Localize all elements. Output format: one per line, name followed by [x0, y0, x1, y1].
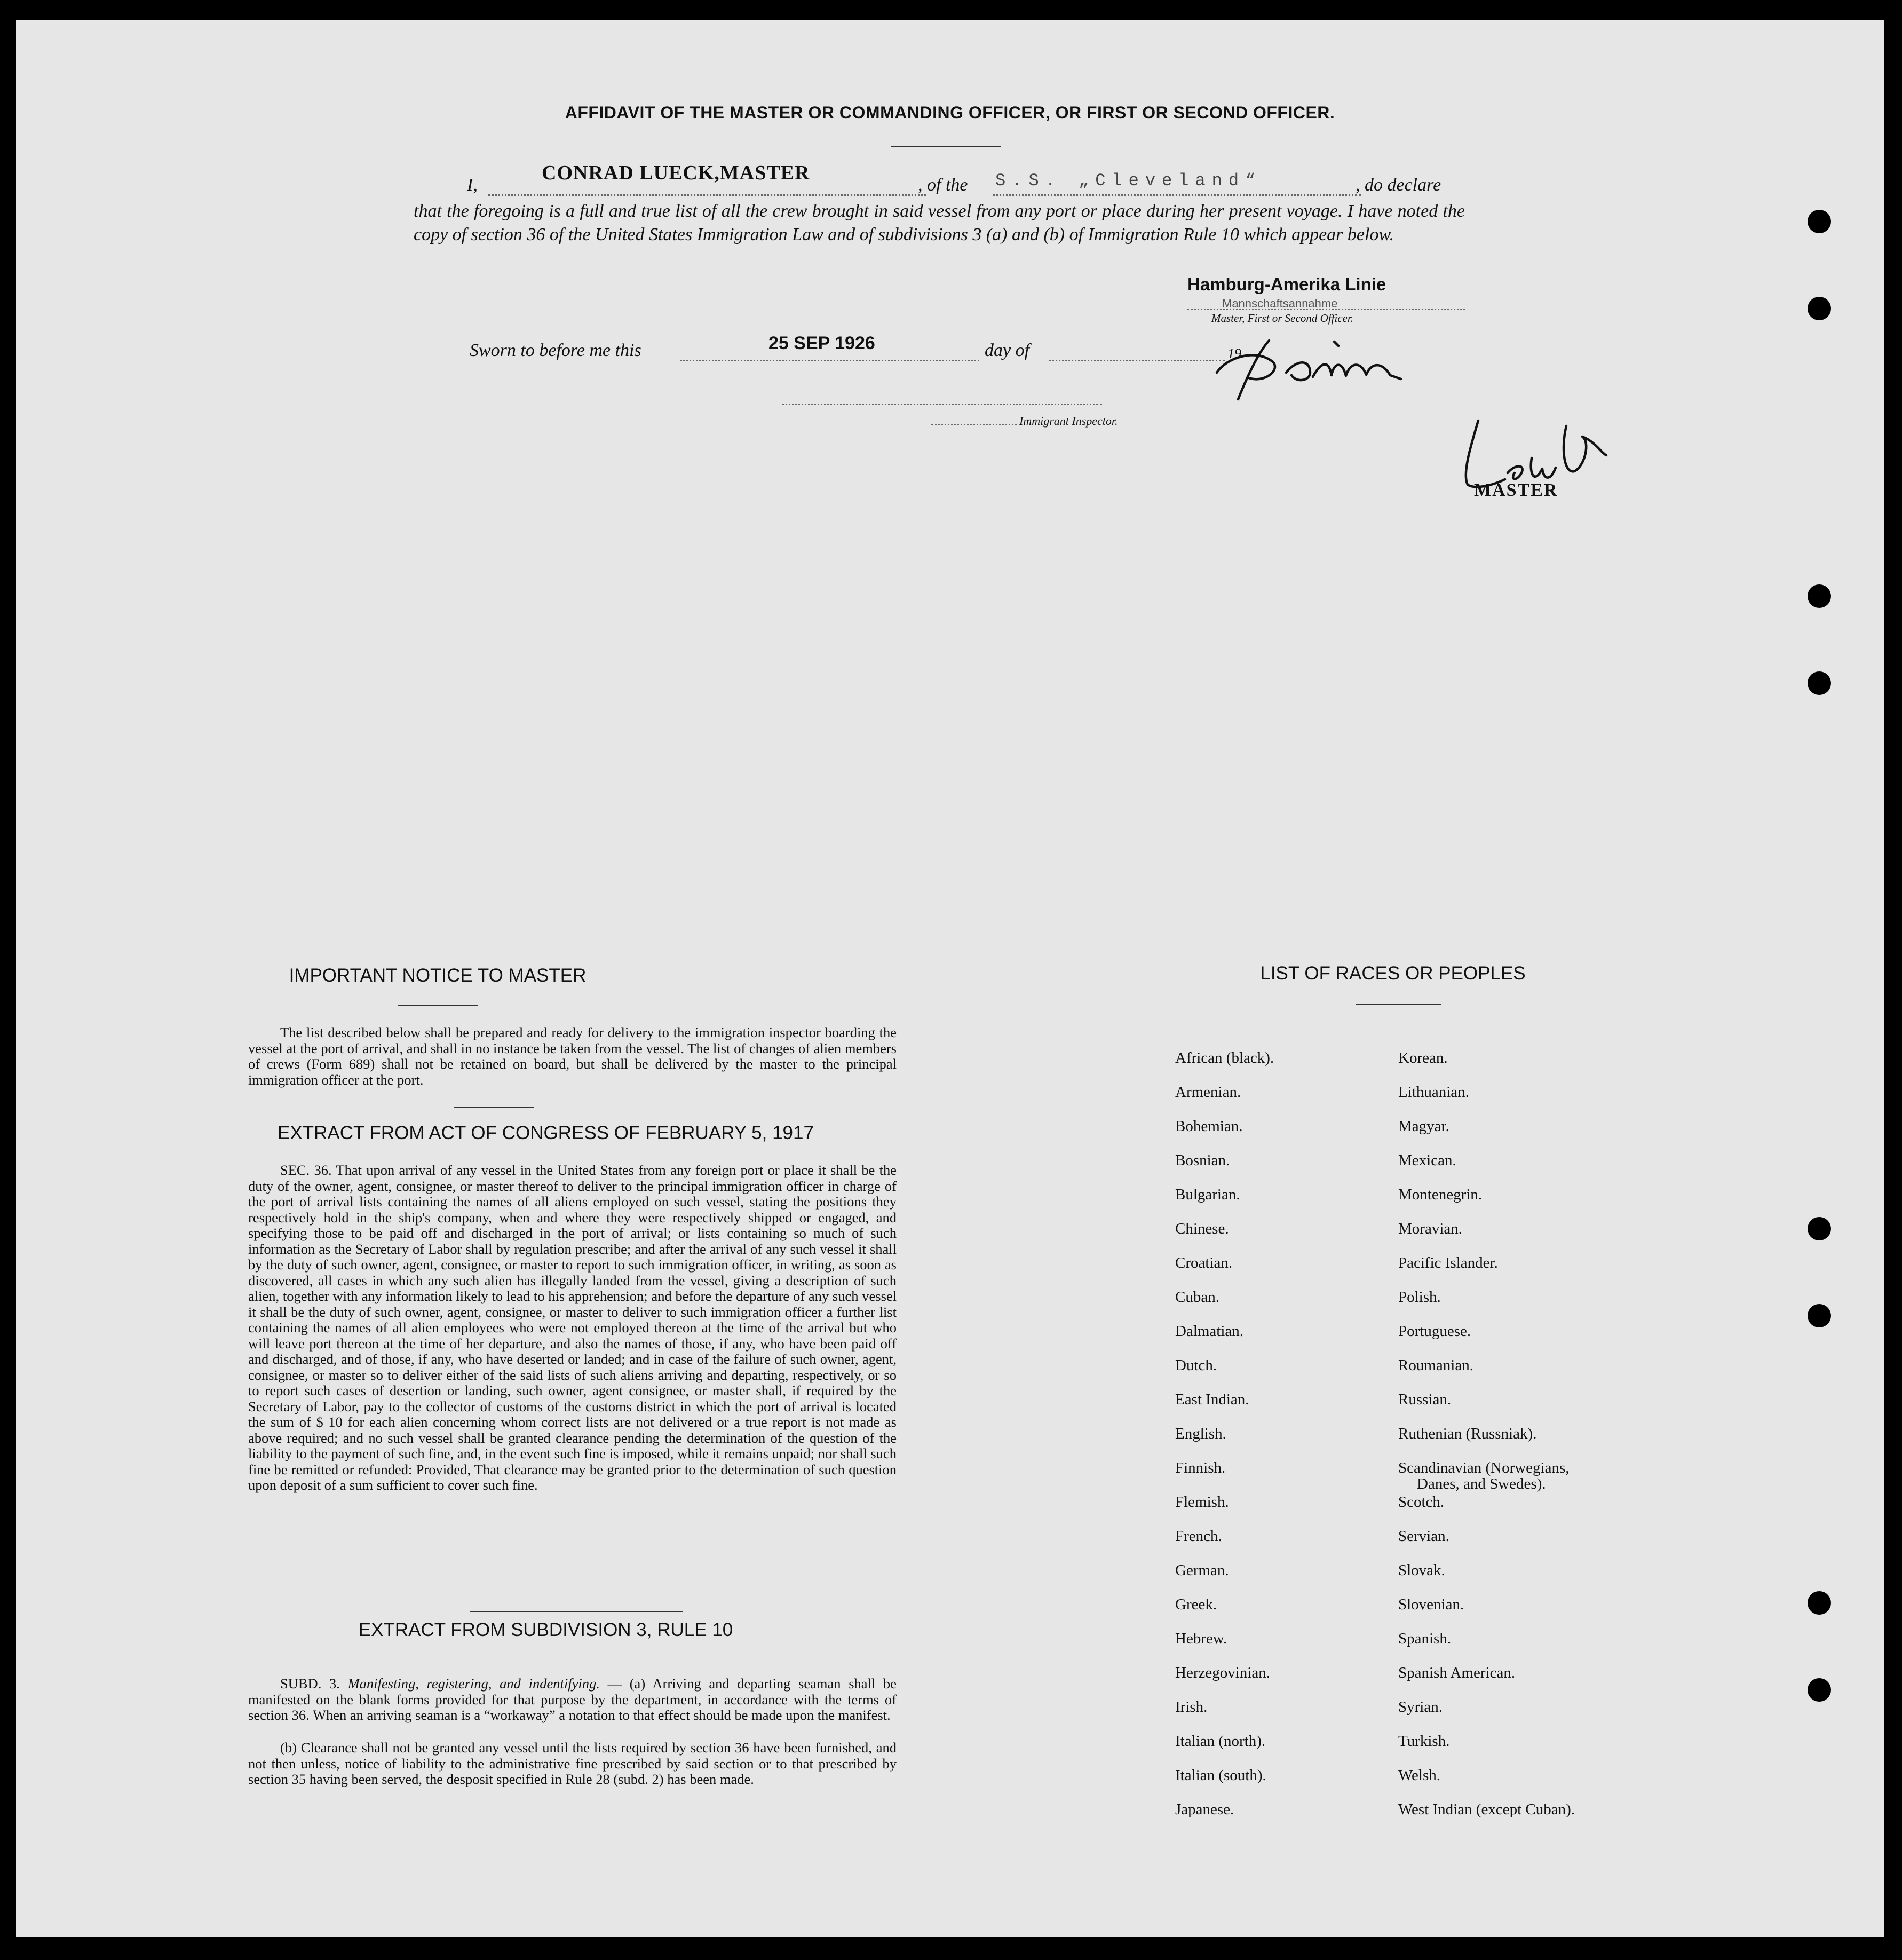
race-item: Greek.: [1175, 1596, 1217, 1613]
rule-para-a-body: — (a) Arriving and departing seaman shall be manifested on the blank forms provided for that purpose by the department, in accordance with the terms of section 36. When an arriving seaman is a “workaway” a notation to that effect should be made upon the manifest.: [248, 1676, 897, 1723]
race-item: Pacific Islander.: [1398, 1254, 1498, 1271]
officer-caption: Master, First or Second Officer.: [1211, 312, 1353, 325]
race-item: Bohemian.: [1175, 1118, 1243, 1135]
race-item: Spanish American.: [1398, 1664, 1516, 1681]
rule-para-a-heading: Manifesting, registering, and indentifying.: [347, 1676, 600, 1692]
race-item: Roumanian.: [1398, 1357, 1473, 1374]
race-item: English.: [1175, 1425, 1226, 1442]
affidavit-prefix: I,: [467, 175, 478, 195]
affidavit-title: AFFIDAVIT OF THE MASTER OR COMMANDING OFFICER, OR FIRST OR SECOND OFFICER.: [565, 103, 1335, 122]
race-item: Scandinavian (Norwegians,: [1398, 1459, 1570, 1476]
notice-divider: [398, 1005, 478, 1006]
company-substamp: Mannschaftsannahme: [1222, 297, 1338, 310]
race-item: Danes, and Swedes).: [1417, 1475, 1546, 1492]
race-item: Finnish.: [1175, 1459, 1226, 1476]
notice-end-divider: [454, 1107, 534, 1108]
binder-hole: [1808, 210, 1831, 233]
sworn-date-stamp: 25 SEP 1926: [768, 333, 875, 353]
inspector-caption: Immigrant Inspector.: [1019, 414, 1118, 428]
year-prefix: 19: [1227, 346, 1241, 361]
company-stamp: Hamburg-Amerika Linie: [1187, 274, 1386, 294]
act-extract-body: SEC. 36. That upon arrival of any vessel in the United States from any foreign port or place it shall be the duty of the owner, agent, consignee, or master thereof to deliver to the principal immigration officer in charge of the port of arrival lists containing the names of all aliens employed on such vessel, stating the positions they respectively hold in the ship's company, when and where they were respectively shipped or engaged, and specifying those to be paid off and discharged in the port of arrival; or lists containing so much of such information as the Secretary of Labor shall by regulation prescribe; and after the arrival of any such vessel it shall by the duty of such owner, agent, consignee, or master to report to such immigration officer, in writing, as soon as discovered, all cases in which any such alien has illegally landed from the vessel, giving a description of such alien, together with any information likely to lead to his apprehension; and before the departure of any such vessel it shall be the duty of such owner, agent, consignee, or master to deliver to such immigration officer a further list containing the names of all alien employees who were not employed thereon at the time of the arrival but who will leave port thereon at the time of her departure, and also the names of those, if any, who have been paid off and discharged, and of those, if any, who have deserted or landed; and in case of the failure of such owner, agent, consignee, or master so to deliver either of the said lists of such aliens arriving and departing, respectively, or so to report such cases of desertion or landing, such owner, agent consignee, or master shall, if required by the Secretary of Labor, pay to the collector of customs of the customs district in which the port of arrival is located the sum of $ 10 for each alien concerning whom correct lists are not delivered or a true report is not made as above required; and no such vessel shall be granted clearance pending the determination of the question of the liability to the payment of such fine, and, in the event such fine is imposed, while it remains unpaid; nor shall such fine be remitted or refunded: Provided, That clearance may be granted prior to the determination of such question upon deposit of a sum sufficient to cover such fine.: [248, 1162, 897, 1493]
binder-hole: [1808, 671, 1831, 695]
races-title: LIST OF RACES OR PEOPLES: [1260, 963, 1526, 984]
sworn-prefix: Sworn to before me this: [470, 341, 641, 360]
race-item: Japanese.: [1175, 1801, 1234, 1818]
race-item: Korean.: [1398, 1049, 1448, 1066]
races-divider: [1356, 1004, 1441, 1005]
race-item: Italian (north).: [1175, 1733, 1266, 1750]
race-item: Servian.: [1398, 1528, 1449, 1545]
race-item: Moravian.: [1398, 1220, 1462, 1237]
race-item: French.: [1175, 1528, 1222, 1545]
sworn-date-line: [680, 360, 979, 361]
document-page: [16, 20, 1884, 1937]
act-extract-title: EXTRACT FROM ACT OF CONGRESS OF FEBRUARY 5, 1917: [278, 1123, 814, 1143]
race-item: Ruthenian (Russniak).: [1398, 1425, 1537, 1442]
title-divider: [891, 146, 1001, 147]
race-item: Slovak.: [1398, 1562, 1445, 1579]
officer-signature: [1206, 309, 1452, 410]
rule-para-a-lead: SUBD. 3.: [280, 1676, 340, 1692]
race-item: Russian.: [1398, 1391, 1452, 1408]
race-item: Croatian.: [1175, 1254, 1233, 1271]
day-of-text: day of: [985, 341, 1030, 360]
rule-extract-title: EXTRACT FROM SUBDIVISION 3, RULE 10: [358, 1619, 733, 1640]
binder-hole: [1808, 584, 1831, 608]
binder-hole: [1808, 1217, 1831, 1240]
rule-extract-para-a: [248, 1676, 897, 1724]
of-the-text: , of the: [918, 175, 968, 195]
race-item: Bulgarian.: [1175, 1186, 1240, 1203]
inspector-short-line: [931, 424, 1017, 425]
race-item: East Indian.: [1175, 1391, 1249, 1408]
race-item: Scotch.: [1398, 1493, 1445, 1511]
affidavit-body: that the foregoing is a full and true list of all the crew brought in said vessel from any port or place during her present voyage. I have noted the copy of section 36 of the United States Immigration Law and of subdivisions 3 (a) and (b) of Immigration Rule 10 which appear below.: [414, 201, 1465, 244]
inspector-line: [782, 404, 1102, 405]
race-item: Welsh.: [1398, 1767, 1441, 1784]
race-item: Flemish.: [1175, 1493, 1229, 1511]
rule-extract-para-b: (b) Clearance shall not be granted any vessel until the lists required by section 36 have been furnished, and not then unless, notice of liability to the administrative fine prescribed by said section or to that prescribed by section 35 having been served, the desposit specified in Rule 28 (subd. 2) has been made.: [248, 1740, 897, 1787]
race-item: Portuguese.: [1398, 1323, 1471, 1340]
race-item: Slovenian.: [1398, 1596, 1464, 1613]
race-item: West Indian (except Cuban).: [1398, 1801, 1575, 1818]
race-item: Cuban.: [1175, 1289, 1219, 1306]
race-item: African (black).: [1175, 1049, 1274, 1066]
binder-hole: [1808, 1678, 1831, 1702]
race-item: Hebrew.: [1175, 1630, 1227, 1647]
race-item: Irish.: [1175, 1698, 1208, 1716]
race-item: Syrian.: [1398, 1698, 1443, 1716]
vessel-line: [993, 194, 1361, 196]
act-end-divider: [470, 1611, 683, 1612]
master-name: CONRAD LUECK,MASTER: [542, 162, 810, 184]
race-item: Turkish.: [1398, 1733, 1450, 1750]
race-item: Italian (south).: [1175, 1767, 1266, 1784]
race-item: Mexican.: [1398, 1152, 1456, 1169]
binder-hole: [1808, 297, 1831, 320]
do-declare-text: , do declare: [1356, 175, 1441, 195]
race-item: Montenegrin.: [1398, 1186, 1483, 1203]
race-item: Bosnian.: [1175, 1152, 1230, 1169]
race-item: Dalmatian.: [1175, 1323, 1244, 1340]
race-item: Chinese.: [1175, 1220, 1229, 1237]
race-item: Magyar.: [1398, 1118, 1449, 1135]
vessel-name: S.S. „Cleveland“: [995, 171, 1262, 191]
race-item: Herzegovinian.: [1175, 1664, 1270, 1681]
race-item: Lithuanian.: [1398, 1084, 1469, 1101]
race-item: Spanish.: [1398, 1630, 1452, 1647]
race-item: Polish.: [1398, 1289, 1441, 1306]
master-stamp: MASTER: [1474, 480, 1558, 500]
binder-hole: [1808, 1591, 1831, 1615]
race-item: German.: [1175, 1562, 1229, 1579]
race-item: Dutch.: [1175, 1357, 1217, 1374]
master-name-line: [488, 194, 926, 196]
race-item: Armenian.: [1175, 1084, 1241, 1101]
binder-hole: [1808, 1304, 1831, 1327]
month-line: [1049, 360, 1225, 361]
notice-body: The list described below shall be prepared and ready for delivery to the immigration inspector boarding the vessel at the port of arrival, and shall in no instance be taken from the vessel. The list of changes of alien members of crews (Form 689) shall not be retained on board, but shall be delivered by the master to the principal immigration officer at the port.: [248, 1024, 897, 1088]
notice-title: IMPORTANT NOTICE TO MASTER: [289, 965, 587, 986]
